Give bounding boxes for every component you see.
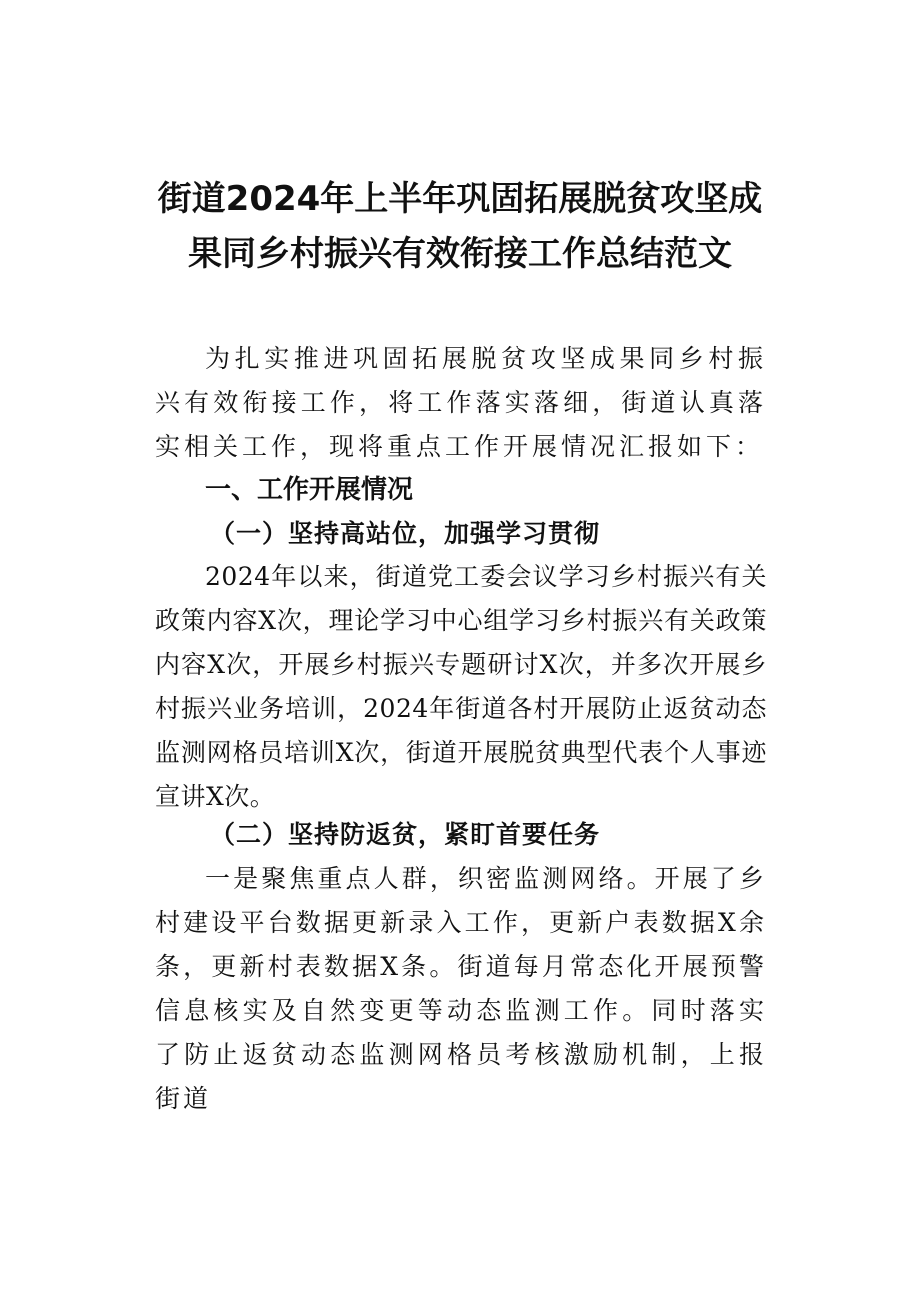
intro-paragraph: 为扎实推进巩固拓展脱贫攻坚成果同乡村振兴有效衔接工作，将工作落实落细，街道认真落实相关工作，现将重点工作开展情况汇报如下： <box>155 344 767 461</box>
subsection-heading-prevent-poverty: （二）坚持防返贫，紧盯首要任务 <box>210 820 601 849</box>
title-line-1: 街道2024年上半年巩固拓展脱贫攻坚成 <box>157 179 763 219</box>
subsection-paragraph-prevent-poverty: 一是聚焦重点人群，织密监测网络。开展了乡村建设平台数据更新录入工作，更新户表数据X余条，更新村表数据X条。街道每月常态化开展预警信息核实及自然变更等动态监测工作。同时落实了防止返贫动态监测网格员考核激励机制，上报街道 <box>155 864 767 1113</box>
subsection-heading-study: （一）坚持高站位，加强学习贯彻 <box>210 519 601 548</box>
title-line-2: 果同乡村振兴有效衔接工作总结范文 <box>188 234 732 274</box>
document-title <box>150 172 770 282</box>
section-heading-work-status: 一、工作开展情况 <box>205 475 414 505</box>
subsection-paragraph-study: 2024年以来，街道党工委会议学习乡村振兴有关政策内容X次，理论学习中心组学习乡村振兴有关政策内容X次，开展乡村振兴专题研讨X次，并多次开展乡村振兴业务培训，2024年街道各村开展防止返贫动态监测网格员培训X次，街道开展脱贫典型代表个人事迹宣讲X次。 <box>155 562 767 811</box>
